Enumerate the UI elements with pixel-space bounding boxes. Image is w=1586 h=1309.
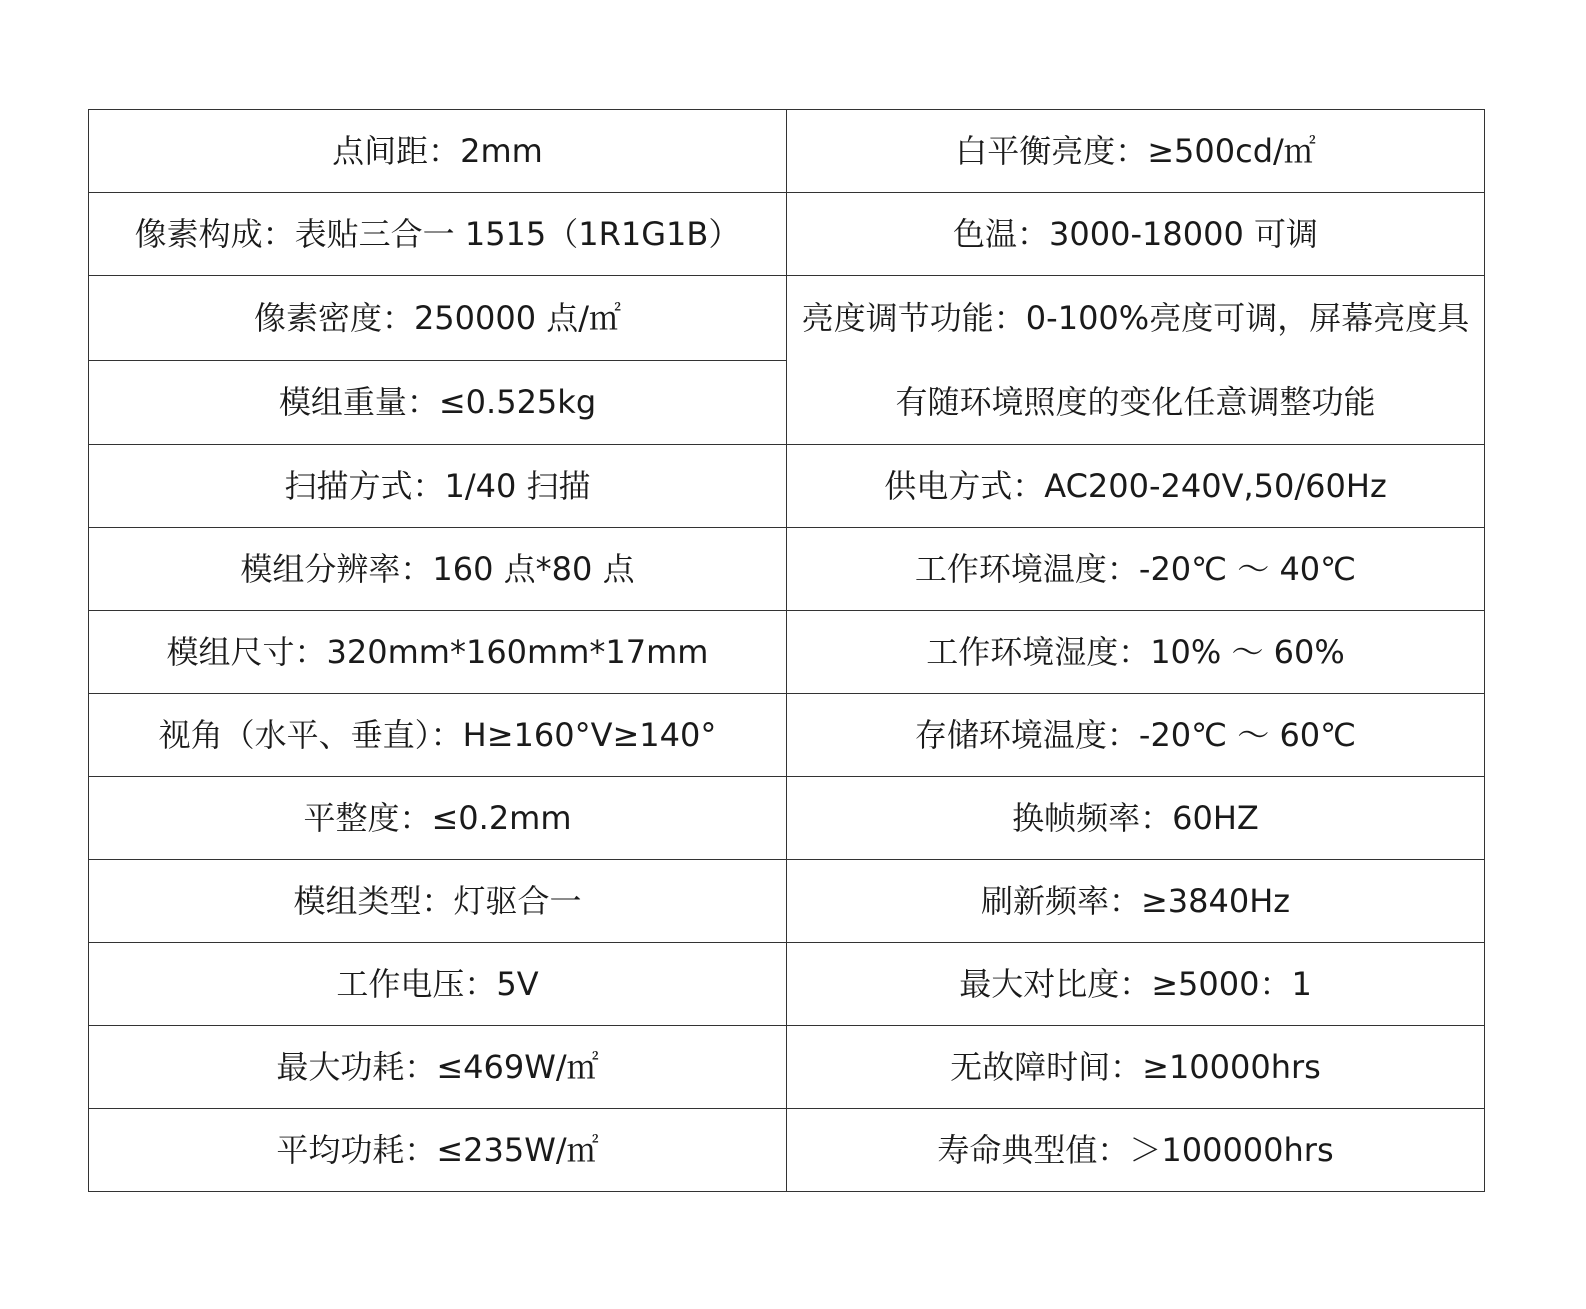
table-row [89,528,1485,611]
spec-cell-module-weight: 模组重量：≤0.525kg [89,360,787,445]
table-row [89,445,1485,528]
spec-cell-storage-temperature: 存储环境温度：-20℃ ～ 60℃ [787,694,1485,777]
spec-cell-pixel-pitch: 点间距：2mm [89,110,787,193]
spec-cell-text-line: 亮度调节功能：0-100%亮度可调，屏幕亮度具 [801,299,1470,337]
spec-cell-text-line: 有随环境照度的变化任意调整功能 [895,383,1376,421]
spec-cell-average-power: 平均功耗：≤235W/㎡ [89,1109,787,1192]
spec-cell-brightness-adjustment [787,276,1485,445]
spec-cell-operating-voltage: 工作电压：5V [89,943,787,1026]
spec-cell-mtbf: 无故障时间：≥10000hrs [787,1026,1485,1109]
spec-cell-module-type: 模组类型：灯驱合一 [89,860,787,943]
spec-cell-color-temperature: 色温：3000-18000 可调 [787,193,1485,276]
spec-cell-pixel-density: 像素密度：250000 点/㎡ [89,276,787,361]
spec-cell-flatness: 平整度：≤0.2mm [89,777,787,860]
spec-table [88,109,1485,1192]
spec-cell-viewing-angle: 视角（水平、垂直）：H≥160°V≥140° [89,694,787,777]
spec-cell-refresh-rate: 刷新频率：≥3840Hz [787,860,1485,943]
table-row [89,611,1485,694]
table-row [89,860,1485,943]
spec-cell-operating-humidity: 工作环境湿度：10% ～ 60% [787,611,1485,694]
spec-cell-scan-mode: 扫描方式：1/40 扫描 [89,445,787,528]
table-row [89,193,1485,276]
table-row [89,777,1485,860]
spec-cell-module-resolution: 模组分辨率：160 点*80 点 [89,528,787,611]
table-row [89,1026,1485,1109]
spec-cell-frame-rate: 换帧频率：60HZ [787,777,1485,860]
table-row [89,110,1485,193]
spec-cell-white-balance-brightness: 白平衡亮度：≥500cd/㎡ [787,110,1485,193]
spec-cell-lifetime: 寿命典型值：＞100000hrs [787,1109,1485,1192]
spec-cell-power-supply: 供电方式：AC200-240V,50/60Hz [787,445,1485,528]
table-row [89,276,1485,361]
spec-cell-operating-temperature: 工作环境温度：-20℃ ～ 40℃ [787,528,1485,611]
spec-cell-module-size: 模组尺寸：320mm*160mm*17mm [89,611,787,694]
table-row [89,694,1485,777]
table-row [89,943,1485,1026]
spec-cell-max-contrast: 最大对比度：≥5000：1 [787,943,1485,1026]
table-row [89,1109,1485,1192]
spec-cell-pixel-composition: 像素构成：表贴三合一 1515（1R1G1B） [89,193,787,276]
spec-cell-max-power: 最大功耗：≤469W/㎡ [89,1026,787,1109]
